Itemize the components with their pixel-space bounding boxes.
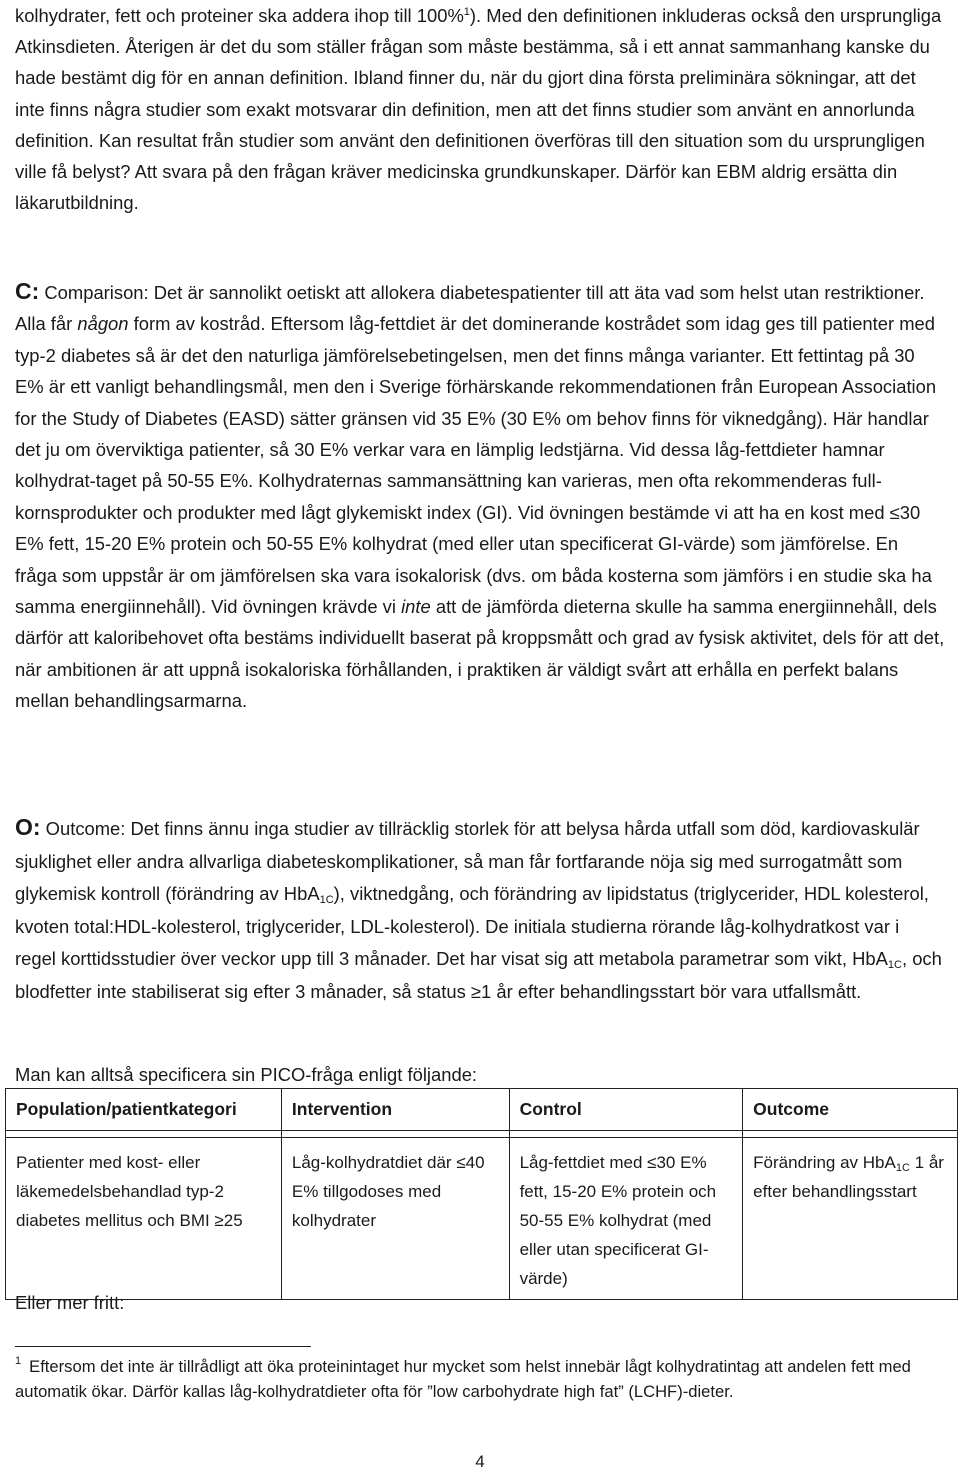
pico-letter-o: O: — [15, 814, 41, 840]
paragraph-text: form av kostråd. Eftersom låg-fettdiet är det dominerande kostrådet som idag ges till patienter med typ-2 diabetes så är det den naturliga jämförelsebetingelsen, men det finns många varianter. Ett fettintag på 30 E% är ett vanligt behandlingsmål, men den i Sverige förhärskande rekommendationen från European Association for the Study of Diabetes (EASD) sätter gränsen vid 35 E% (30 E% om behov finns för viknedgång). Här handlar det ju om överviktiga patienter, så 30 E% verkar vara en lämplig ledstjärna. Vid dessa låg-fettdieter hamnar kolhydrat-taget på 50-55 E%. Kolhydraternas sammansättning kan varieras, men ofta rekommenderas full-kornsprodukter och produkter med lågt glykemiskt index (GI). Vid övningen bestämde vi att ha en kost med ≤30 E% fett, 15-20 E% protein och 50-55 E% kolhydrat (med eller utan specificerat GI-värde) som jämförelse. En fråga som uppstår är om jämförelsen ska vara isokalorisk (dvs. om båda kosterna som jämförs i en studie ska ha samma energiinnehåll). Vid övningen krävde vi — [15, 313, 937, 618]
table-row — [6, 1138, 958, 1300]
page-number: 4 — [475, 1452, 485, 1471]
header-control: Control — [509, 1089, 743, 1131]
pico-letter-c: C: — [15, 278, 40, 304]
header-outcome: Outcome — [743, 1089, 958, 1131]
paragraph-text: , och blodfetter inte stabiliserat sig efter 3 månader, så status ≥1 år efter behandlingsstart bör vara utfallsmått. — [15, 948, 942, 1002]
free-form-label: Eller mer fritt: — [15, 1292, 125, 1313]
paragraph-definition — [15, 0, 945, 218]
paragraph-text: kolhydrater, fett och proteiner ska addera ihop till 100% — [15, 5, 464, 26]
cell-outcome — [743, 1138, 958, 1300]
paragraph-outcome — [15, 811, 945, 1008]
emphasis-text: någon — [77, 313, 129, 335]
footnote-text: Eftersom det inte är tillrådligt att öka proteinintaget hur mycket som helst innebär lågt kolhydratintag att andelen fett med automatik ökar. Därför kallas låg-kolhydratdieter ofta för ”low carbohydrate high fat” (LCHF)-dieter. — [15, 1357, 911, 1401]
paragraph-comparison — [15, 276, 945, 717]
pico-table — [5, 1088, 958, 1300]
cell-control: Låg-fettdiet med ≤30 E% fett, 15-20 E% protein och 50-55 E% kolhydrat (med eller utan specificerat GI-värde) — [509, 1138, 743, 1300]
emphasis-text: inte — [401, 596, 431, 618]
footnote-reference[interactable]: 1 — [463, 6, 470, 18]
footnote-number: 1 — [15, 1355, 22, 1367]
subscript: 1C — [895, 1162, 910, 1174]
cell-text: Förändring av HbA — [753, 1153, 896, 1172]
table-intro: Man kan alltså specificera sin PICO-fråga enligt följande: — [15, 1064, 478, 1085]
header-population: Population/patientkategori — [6, 1089, 282, 1131]
cell-text: 1 år efter behandlingsstart — [753, 1153, 944, 1201]
cell-population: Patienter med kost- eller läkemedelsbehandlad typ-2 diabetes mellitus och BMI ≥25 — [6, 1138, 282, 1300]
table-header-row — [6, 1089, 958, 1131]
paragraph-text: ). Med den definitionen inkluderas också den ursprungliga Atkinsdieten. Återigen är det du som ställer frågan som måste bestämma, så i ett annat sammanhang kanske du hade bestämt dig för en annan definition. Ibland finner du, när du gjort dina första preliminära sökningar, att det inte finns några studier som exakt motsvarar din definition, men att det finns studier som använt en annorlunda definition. Kan resultat från studier som använt den definitionen överföras till den situation som du ursprungligen ville få belyst? Att svara på den frågan kräver medicinska grundkunskaper. Därför kan EBM aldrig ersätta din läkarutbildning. — [15, 5, 942, 214]
header-intervention: Intervention — [281, 1089, 509, 1131]
paragraph-text: att de jämförda dieterna skulle ha samma energiinnehåll, dels därför att kaloribehovet ofta bestäms individuellt baserat på kroppsmått och grad av fysisk aktivitet, dels för att det, när ambitionen är att uppnå isokaloriska förhållanden, i praktiken är väldigt svårt att erhålla en perfekt balans mellan behandlingsarmarna. — [15, 596, 945, 712]
subscript: 1C — [887, 959, 902, 971]
subscript: 1C — [319, 894, 334, 906]
footnote-separator — [15, 1346, 311, 1347]
footnote — [15, 1354, 945, 1404]
paragraph-text: Outcome: Det finns ännu inga studier av tillräcklig storlek för att belysa hårda utfall som död, kardiovaskulär sjuklighet eller andra allvarliga diabeteskomplikationer, så man får fortfarande nöja sig med surrogatmått som glykemisk kontroll (förändring av HbA — [15, 818, 920, 904]
paragraph-text: ), viktnedgång, och förändring av lipidstatus (triglycerider, HDL kolesterol, kvoten total:HDL-kolesterol, triglycerider, LDL-kolesterol). De initiala studierna rörande låg-kolhydratkost var i regel korttidsstudier över veckor upp till 3 månader. Det har visat sig att metabola parametrar som vikt, HbA — [15, 883, 929, 969]
cell-intervention: Låg-kolhydratdiet där ≤40 E% tillgodoses med kolhydrater — [281, 1138, 509, 1300]
paragraph-text: Comparison: Det är sannolikt oetiskt att allokera diabetespatienter till att äta vad som helst utan restriktioner. Alla får — [15, 282, 925, 335]
table-spacer-row — [6, 1131, 958, 1138]
